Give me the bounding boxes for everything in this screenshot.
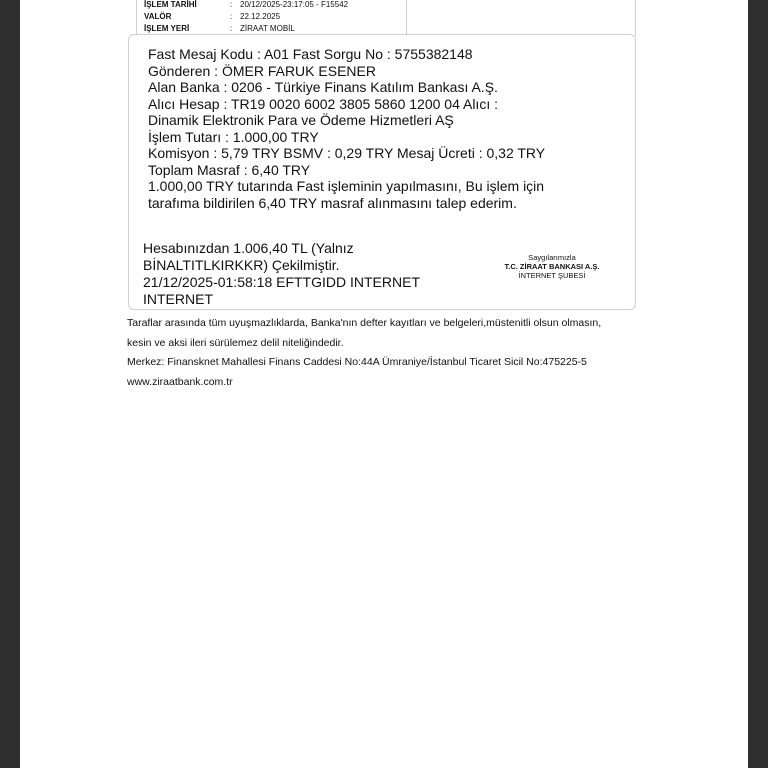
meta-sep: : [230,24,233,33]
withdrawal-line: BİNALTITLKIRKKR) Çekilmiştir. [143,257,340,273]
meta-value: 20/12/2025-23:17:05 - F15542 [240,0,349,9]
meta-value: ZİRAAT MOBİL [240,24,295,33]
withdrawal-line: Hesabınızdan 1.006,40 TL (Yalnız [143,240,354,256]
footer-line: Taraflar arasında tüm uyuşmazlıklarda, Banka'nın defter kayıtları ve belgeleri,müstenitli olsun olmasın, [127,317,602,329]
message-line: İşlem Tutarı : 1.000,00 TRY [148,128,319,145]
left-frame [0,0,20,768]
message-line: Dinamik Elektronik Para ve Ödeme Hizmetleri AŞ [148,112,454,128]
right-frame [748,0,768,768]
message-line: Komisyon : 5,79 TRY BSMV : 0,29 TRY Mesaj Ücreti : 0,32 TRY [148,145,546,161]
footer-line: Merkez: Finansknet Mahallesi Finans Caddesi No:44A Ümraniye/İstanbul Ticaret Sicil No:475225-5 [127,356,587,368]
meta-sep: : [230,0,233,9]
meta-key: VALÖR [144,12,172,21]
message-line: Fast Mesaj Kodu : A01 Fast Sorgu No : 5755382148 [148,46,473,62]
message-line: Alan Banka : 0206 - Türkiye Finans Katılım Bankası A.Ş. [148,79,498,95]
footer-website: www.ziraatbank.com.tr [127,375,233,388]
signature-greeting: Saygılarımızla [528,253,576,262]
message-line: tarafıma bildirilen 6,40 TRY masraf alınmasını talep ederim. [148,194,517,211]
withdrawal-note [143,240,420,308]
meta-sep: : [230,12,233,21]
signature-block [490,253,614,280]
withdrawal-line: INTERNET [143,291,213,307]
footer-line: kesin ve aksi ileri sürülemez delil niteliğindedir. [127,336,344,349]
signature-branch: İNTERNET ŞUBESİ [518,271,586,280]
signature-bank: T.C. ZİRAAT BANKASI A.Ş. [504,262,600,271]
meta-key: İŞLEM YERİ [144,24,190,33]
message-line: Toplam Masraf : 6,40 TRY [148,161,311,178]
legal-footer [127,314,601,392]
meta-key: İŞLEM TARİHİ [144,0,197,9]
meta-value: 22.12.2025 [240,12,281,21]
message-line: Gönderen : ÖMER FARUK ESENER [148,62,376,79]
document-page [20,0,748,768]
message-line: 1.000,00 TRY tutarında Fast işleminin yapılmasını, Bu işlem için [148,178,545,194]
message-body [148,46,545,211]
message-line: Alıcı Hesap : TR19 0020 6002 3805 5860 1200 04 Alıcı : [148,95,498,112]
withdrawal-line: 21/12/2025-01:58:18 EFTTGIDD INTERNET [143,274,420,290]
